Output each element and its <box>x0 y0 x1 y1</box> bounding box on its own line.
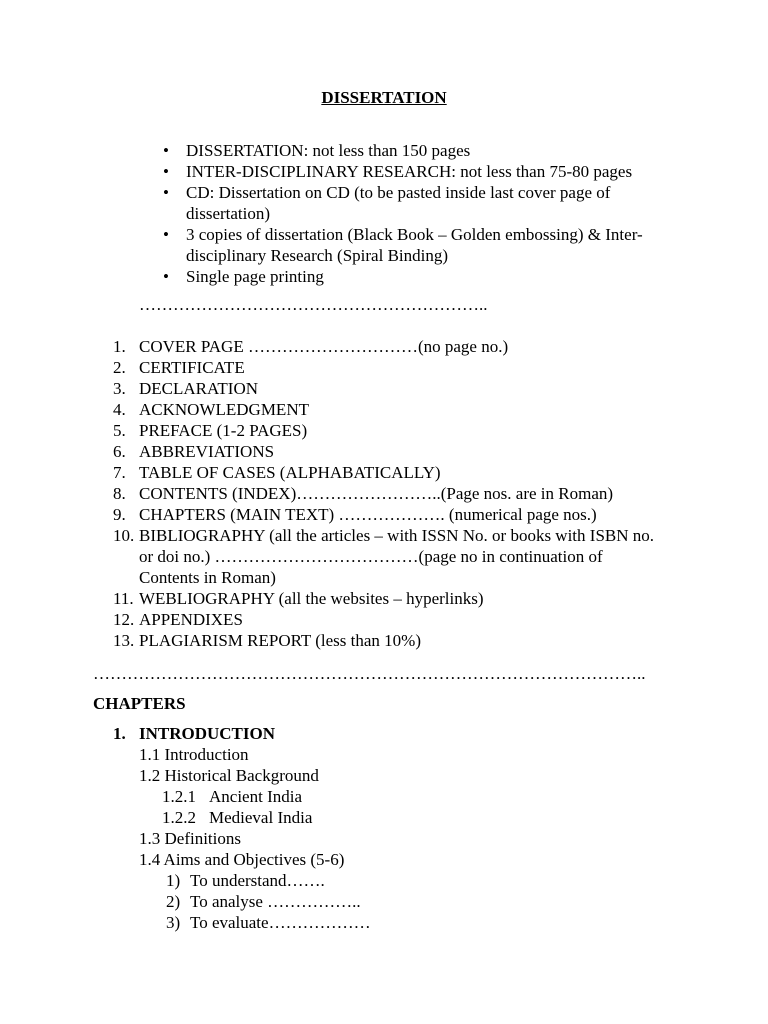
aim-item <box>113 891 673 912</box>
aim-item <box>113 912 673 933</box>
section-number: 1.2.1 <box>162 787 196 806</box>
aim-number: 1) <box>166 871 181 890</box>
section-1-1: 1.1 Introduction <box>139 745 249 764</box>
list-number: 4. <box>113 400 126 419</box>
introduction-heading <box>113 723 673 744</box>
section-1-3: 1.3 Definitions <box>139 829 241 848</box>
dotted-separator: …………………………………………………………………………………….. <box>93 664 646 683</box>
section-1-4: 1.4 Aims and Objectives (5-6) <box>139 850 345 869</box>
section-text: Ancient India <box>209 787 302 806</box>
list-number: 8. <box>113 484 126 503</box>
aim-text: To understand……. <box>190 871 325 890</box>
list-item-text: ACKNOWLEDGMENT <box>139 400 309 419</box>
bullet-icon: • <box>163 162 169 181</box>
list-item-text: PREFACE (1-2 PAGES) <box>139 421 308 440</box>
bullet-text: DISSERTATION: not less than 150 pages <box>186 141 471 160</box>
bullet-text: Single page printing <box>186 267 324 286</box>
list-item <box>113 420 664 441</box>
list-item <box>113 483 664 504</box>
list-item-text: PLAGIARISM REPORT (less than 10%) <box>139 631 422 650</box>
requirements-bullet-list <box>163 140 723 287</box>
list-item-text: WEBLIOGRAPHY (all the websites – hyperlinks) <box>139 589 484 608</box>
chapter-number: 1. <box>113 724 126 743</box>
introduction-outline <box>113 723 673 933</box>
bullet-icon: • <box>163 225 169 244</box>
dotted-separator: …………………………………………………….. <box>139 295 488 314</box>
bullet-item <box>163 161 676 182</box>
list-item <box>113 588 664 609</box>
bullet-text: 3 copies of dissertation (Black Book – Golden embossing) & Inter-disciplinary Research (Spiral Binding) <box>186 225 643 265</box>
contents-numbered-list <box>113 336 673 651</box>
section-1-2-2 <box>113 807 673 828</box>
bullet-icon: • <box>163 183 169 202</box>
list-number: 13. <box>113 631 135 650</box>
list-number: 2. <box>113 358 126 377</box>
bullet-item <box>163 140 676 161</box>
aim-text: To evaluate……………… <box>190 913 371 932</box>
list-number: 9. <box>113 505 126 524</box>
list-item-text: TABLE OF CASES (ALPHABATICALLY) <box>139 463 441 482</box>
bullet-item <box>163 224 676 266</box>
list-item-text: APPENDIXES <box>139 610 243 629</box>
list-number: 1. <box>113 337 126 356</box>
bullet-text: CD: Dissertation on CD (to be pasted inside last cover page of dissertation) <box>186 183 611 223</box>
list-item <box>113 378 664 399</box>
chapter-title: INTRODUCTION <box>139 724 276 743</box>
aim-number: 2) <box>166 892 181 911</box>
list-item <box>113 630 664 651</box>
list-item-text: CONTENTS (INDEX)……………………..(Page nos. are in Roman) <box>139 484 614 503</box>
bullet-icon: • <box>163 267 169 286</box>
list-item-text: COVER PAGE …………………………(no page no.) <box>139 337 509 356</box>
aim-number: 3) <box>166 913 181 932</box>
list-item-text: DECLARATION <box>139 379 258 398</box>
document-title: DISSERTATION <box>321 88 447 107</box>
list-item <box>113 609 664 630</box>
list-number: 3. <box>113 379 126 398</box>
aim-text: To analyse …………….. <box>190 892 361 911</box>
list-item-text: ABBREVIATIONS <box>139 442 275 461</box>
bullet-item <box>163 266 676 287</box>
section-text: Medieval India <box>209 808 313 827</box>
list-item <box>113 441 664 462</box>
list-item <box>113 357 664 378</box>
chapters-heading: CHAPTERS <box>93 694 186 713</box>
section-1-2: 1.2 Historical Background <box>139 766 319 785</box>
list-item-text: CERTIFICATE <box>139 358 245 377</box>
list-number: 5. <box>113 421 126 440</box>
list-item <box>113 525 664 588</box>
list-item <box>113 504 664 525</box>
bullet-text: INTER-DISCIPLINARY RESEARCH: not less than 75-80 pages <box>186 162 633 181</box>
list-item <box>113 336 664 357</box>
list-item-text: CHAPTERS (MAIN TEXT) ………………. (numerical page nos.) <box>139 505 597 524</box>
list-number: 6. <box>113 442 126 461</box>
section-number: 1.2.2 <box>162 808 196 827</box>
bullet-icon: • <box>163 141 169 160</box>
aim-item <box>113 870 673 891</box>
bullet-item <box>163 182 676 224</box>
list-item-text: BIBLIOGRAPHY (all the articles – with ISSN No. or books with ISBN no. or doi no.) ………………………………(page no in continuation of Contents in Roman) <box>139 526 655 587</box>
list-number: 12. <box>113 610 135 629</box>
list-number: 10. <box>113 526 135 545</box>
list-item <box>113 399 664 420</box>
list-item <box>113 462 664 483</box>
section-1-2-1 <box>113 786 673 807</box>
list-number: 11. <box>113 589 134 608</box>
list-number: 7. <box>113 463 126 482</box>
